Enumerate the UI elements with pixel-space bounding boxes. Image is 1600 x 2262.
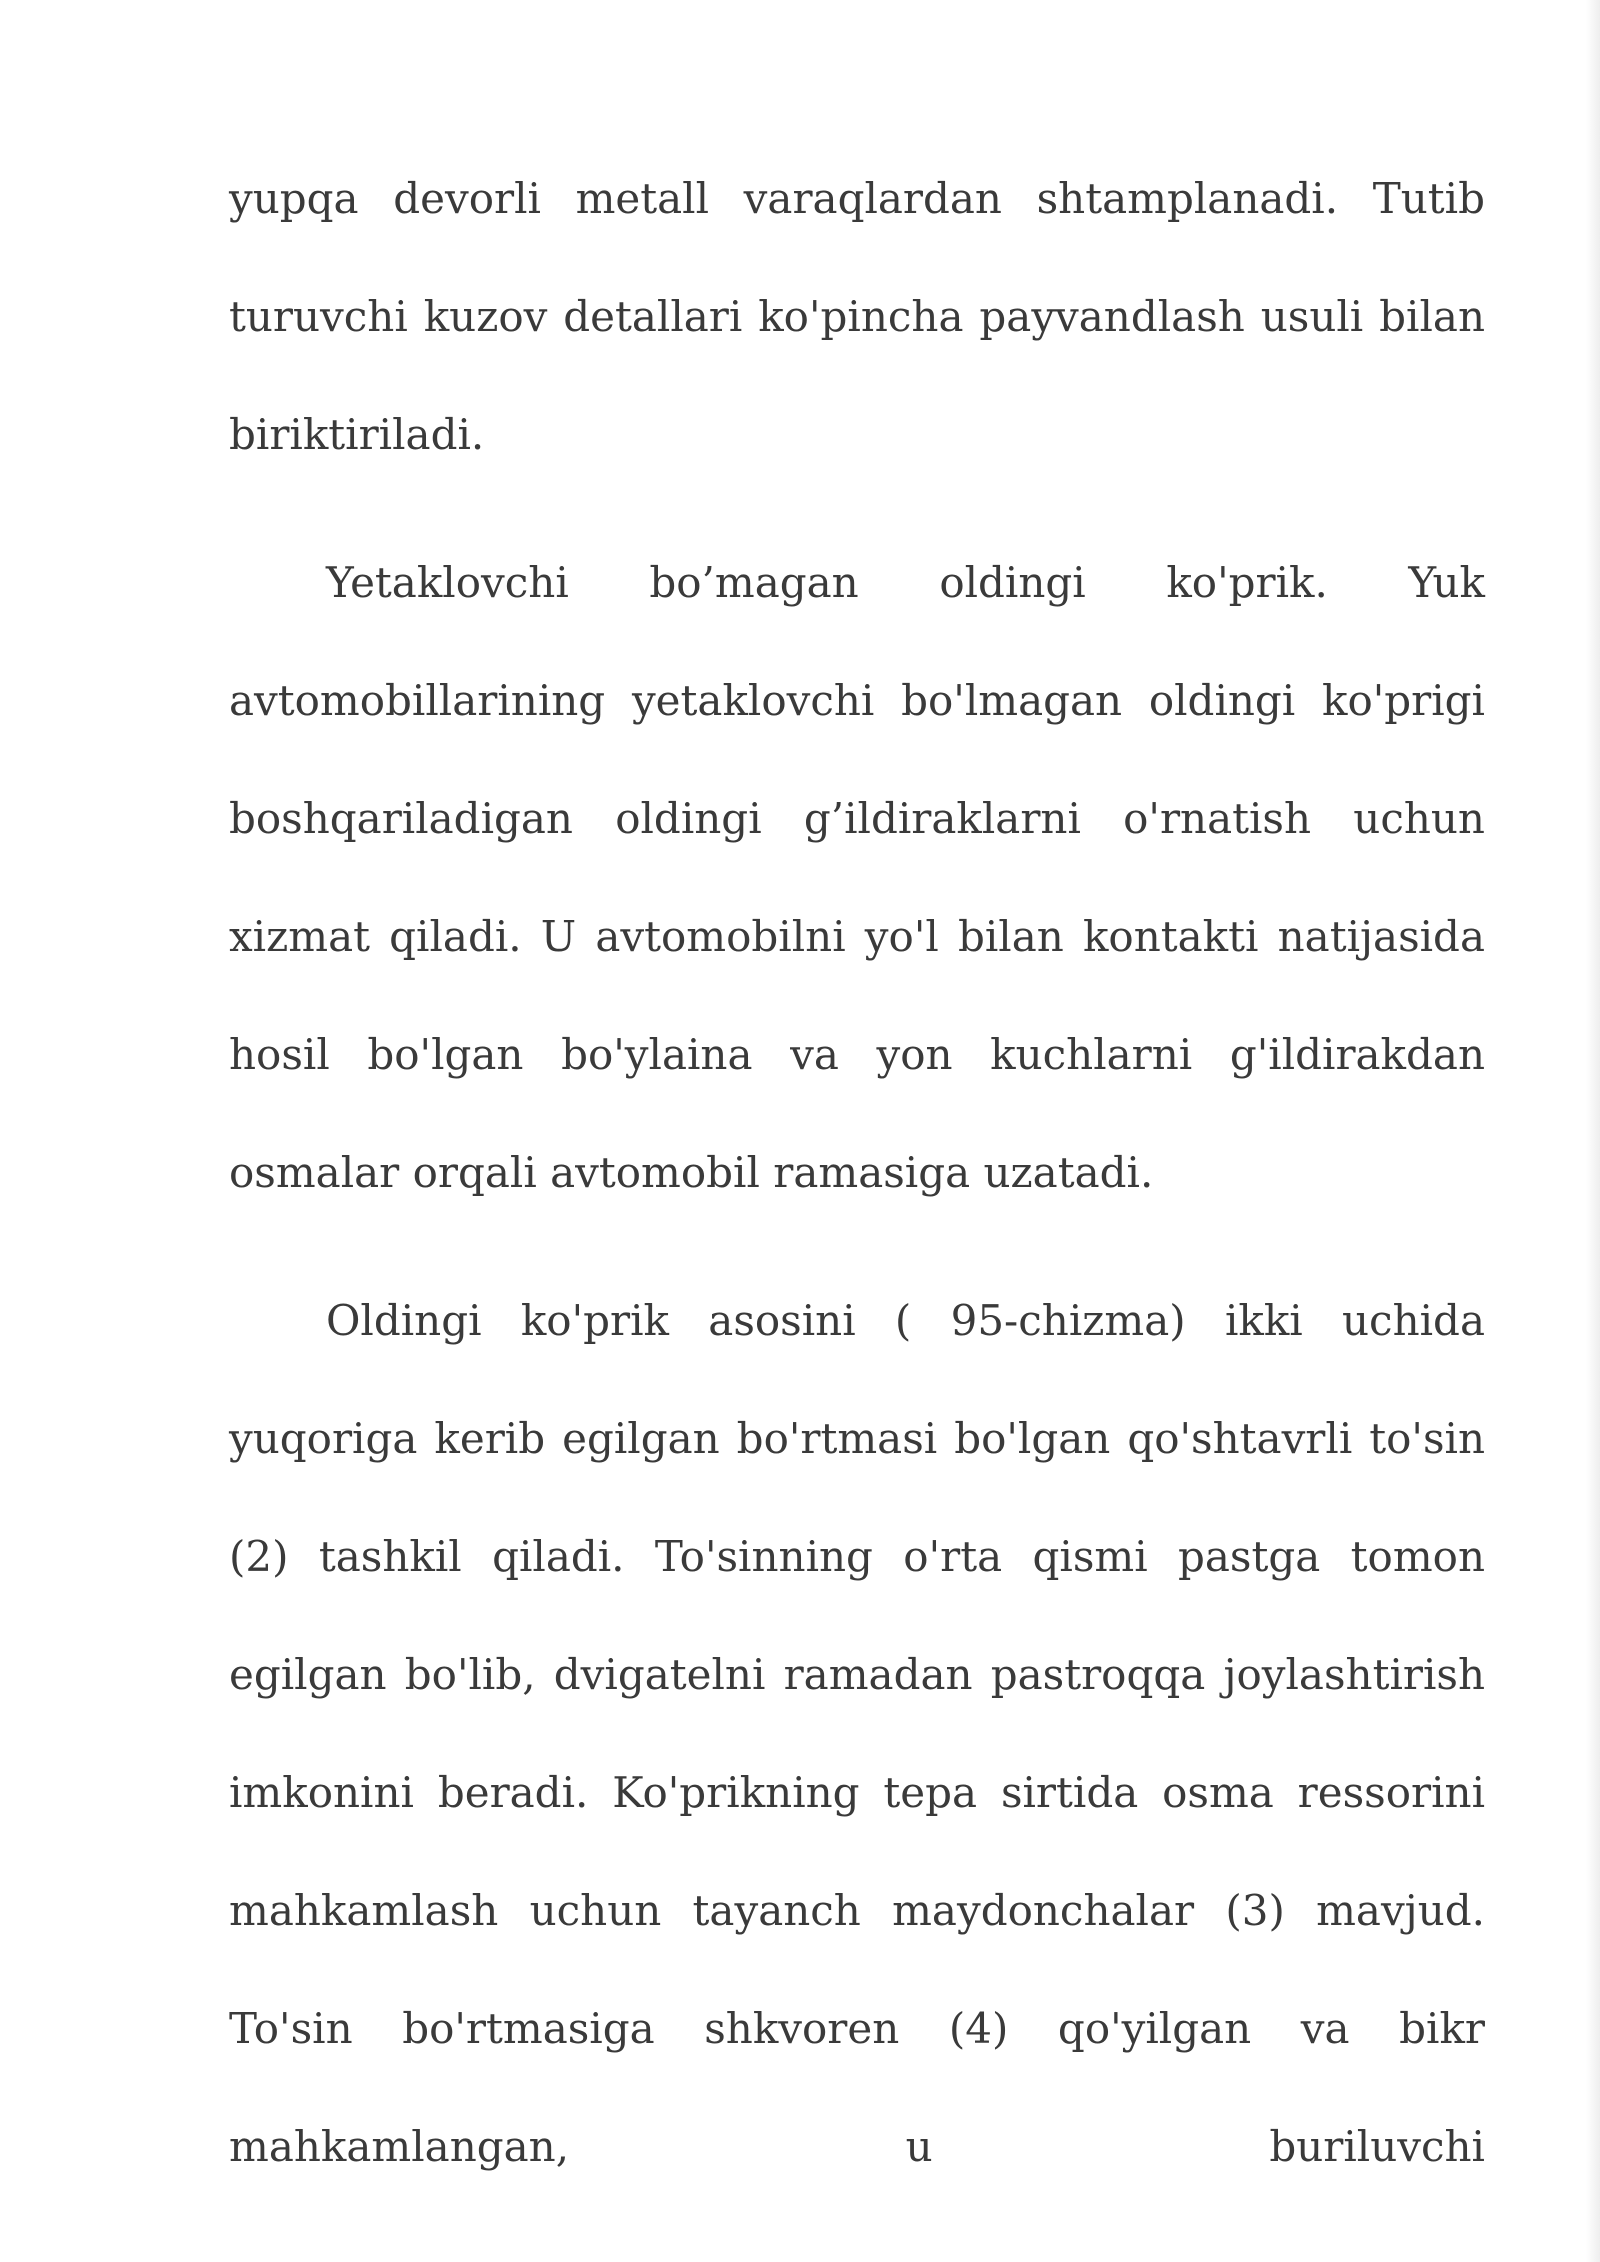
page-edge-shadow <box>1586 0 1600 2262</box>
paragraph-3: Oldingi ko'prik asosini ( 95-chizma) ikki uchida yuqoriga kerib egilgan bo'rtmasi bo'lgan qo'shtavrli to'sin (2) tashkil qiladi. To'sinning o'rta qismi pastga tomon egilgan bo'lib, dvigatelni ramadan pastroqqa joylashtirish imkonini beradi. Ko'prikning tepa sirtida osma ressorini mahkamlash uchun tayanch maydonchalar (3) mavjud. To'sin bo'rtmasiga shkvoren (4) qo'yilgan va bikr mahkamlangan, u buriluvchi <box>229 1296 1485 2171</box>
document-body <box>229 140 1485 2236</box>
paragraph-2: Yetaklovchi bo’magan oldingi ko'prik. Yuk avtomobillarining yetaklovchi bo'lmagan oldingi ko'prigi boshqariladigan oldingi g’ildiraklarni o'rnatish uchun xizmat qiladi. U avtomobilni yo'l bilan kontakti natijasida hosil bo'lgan bo'ylaina va yon kuchlarni g'ildirakdan osmalar orqali avtomobil ramasiga uzatadi. <box>229 558 1485 1197</box>
paragraph-1: yupqa devorli metall varaqlardan shtamplanadi. Tutib turuvchi kuzov detallari ko'pincha payvandlash usuli bilan biriktiriladi. <box>229 174 1485 459</box>
